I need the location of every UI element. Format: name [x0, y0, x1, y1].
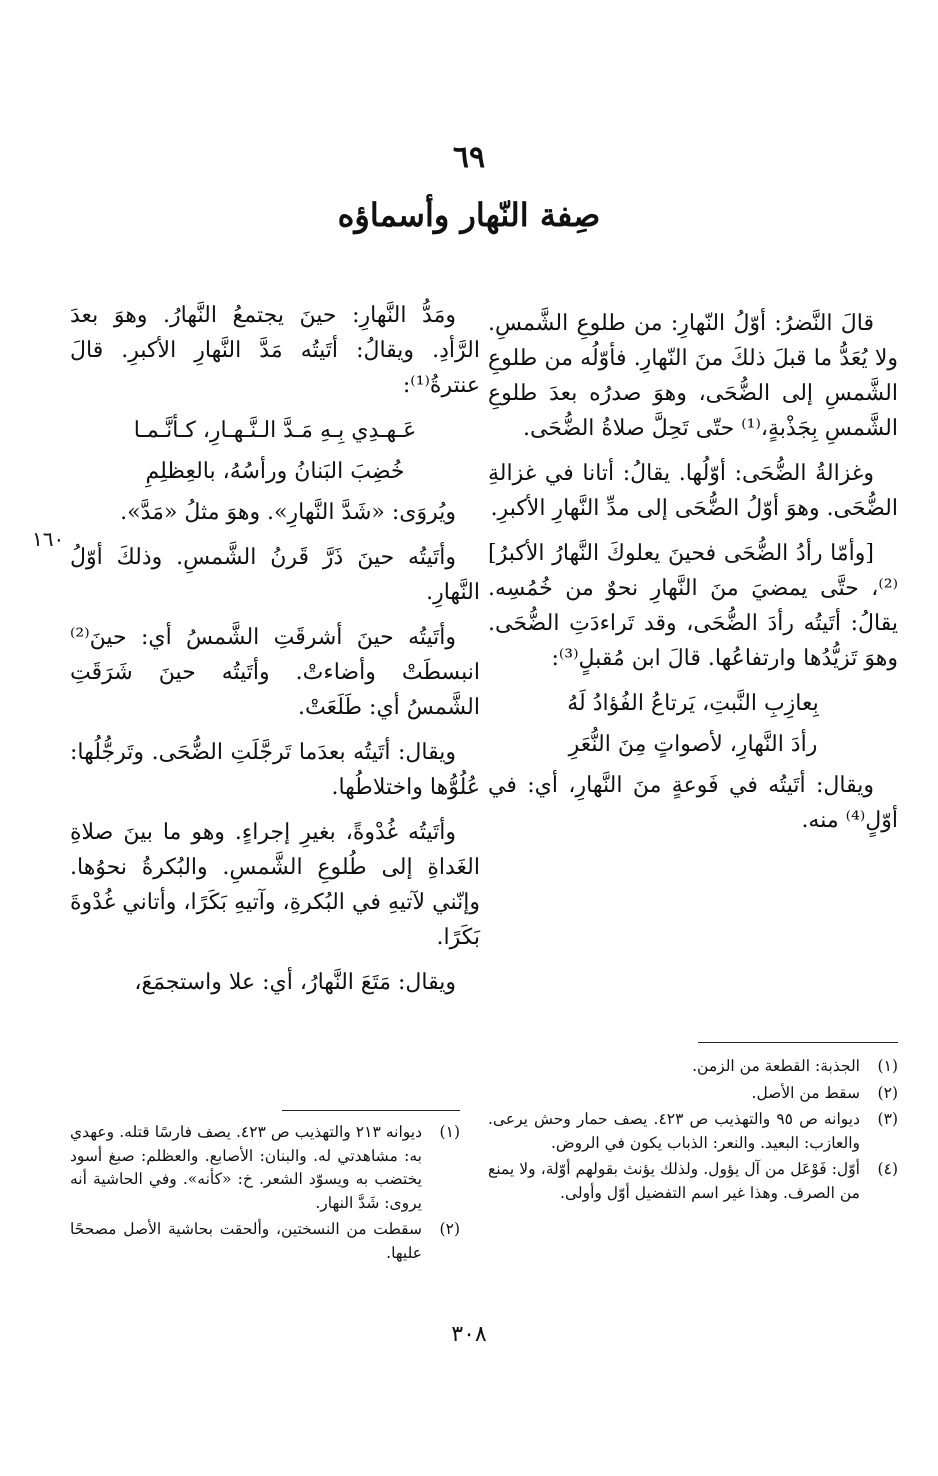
footnote-number: (١): [439, 1123, 460, 1141]
paragraph: ومَدُّ النَّهارِ: حينَ يجتمعُ النَّهارُ. وهوَ بعدَ الرَّأدِ. ويقالُ: أتَيتُه مَدَّ النَّهارِ الأكبرِ. قالَ عنترةُ⁽¹⁾:: [70, 303, 480, 398]
paragraph: ويقال: مَتَعَ النَّهارُ، أي: علا واستجمَعَ،: [134, 970, 456, 995]
footnote-text: ديوانه ص ٩٥ والتهذيب ص ٤٢٣. يصف حمار وحش يرعى. والعازب: البعيد. والنعر: الذباب يكون في الروض.: [488, 1110, 861, 1152]
paragraph: وأتَيتُه غُدْوةً، بغيرِ إجراءٍ. وهو ما بينَ صلاةِ الغَداةِ إلى طُلوعِ الشَّمسِ. والبُكرةُ نحوُها. وإنّني لآتيهِ في البُكرةِ، وآتيهِ بَكَرًا، وأتاني غُدْوةَ بَكَرًا.: [70, 820, 480, 950]
paragraph: وأتَيتُه حينَ أشرقَتِ الشَّمسُ أي: حينَ⁽²⁾ انبسطَتْ وأضاءتْ. وأتَيتُه حينَ شَرَقَتِ الشَّمسُ أي: طَلَعَتْ.: [70, 625, 480, 720]
footnote-text: ديوانه ٢١٣ والتهذيب ص ٤٢٣. يصف فارسًا قتله. وعهدي به: مشاهدتي له. والبنان: الأصابع. والعظلم: صبغ أسود يختضب به ويسوّد الشعر. خ: «كأنه». وفي الحاشية أنه يروى: شَدَّ النهار.: [70, 1123, 422, 1212]
paragraph: ويُروَى: «شَدَّ النَّهارِ». وهوَ مثلُ «مَدَّ».: [120, 500, 456, 525]
chapter-title: صِفة النّهار وأسماؤه: [337, 196, 601, 234]
footnote-number: (٣): [877, 1110, 898, 1128]
footnote-text: سقطت من النسختين، وألحقت بحاشية الأصل مصححًا عليها.: [70, 1220, 422, 1262]
footnote-divider: [698, 1042, 898, 1043]
footnote: [70, 1121, 460, 1215]
footnote-number: (١): [877, 1057, 898, 1075]
paragraph: ويقال: أتَيتُه بعدَما تَرجَّلَتِ الضُّحَى. وتَرجُّلُها: عُلُوُّها واختلاطُها.: [70, 740, 480, 800]
footnote: [70, 1218, 460, 1265]
footnote-text: الجذبة: القطعة من الزمن.: [692, 1057, 860, 1075]
footnote-number: (٤): [877, 1160, 898, 1178]
right-footnotes: [488, 1055, 898, 1208]
verse-line: رأدَ النَّهارِ، لأصواتٍ مِنَ النُّعَرِ: [568, 732, 818, 757]
right-text-column: [488, 306, 898, 848]
footnote-number: (٢): [439, 1220, 460, 1238]
footnote-text: سقط من الأصل.: [751, 1083, 860, 1102]
paragraph: قالَ النَّضرُ: أوّلُ النّهارِ: من طلوعِ الشَّمسِ. ولا يُعَدُّ ما قبلَ ذلكَ منَ النّهارِ. فأوّلُه من طلوعِ الشَّمسِ إلى الضُّحَى، وهوَ صدرُه بعدَ طلوعِ الشَّمسِ بِجَذْبةٍ،⁽¹⁾ حتّى تَحِلَّ صلاةُ الضُّحَى.: [488, 311, 898, 441]
left-footnotes: [70, 1121, 460, 1268]
page-number: ٣٠٨: [451, 1322, 487, 1347]
footnote-number: (٢): [877, 1083, 898, 1102]
paragraph: وأتَيتُه حينَ ذَرَّ قَرنُ الشَّمسِ. وذلكَ أوّلُ النَّهارِ.: [70, 545, 480, 605]
footnote: [488, 1158, 898, 1205]
footnote: [488, 1055, 898, 1079]
paragraph: وغزالةُ الضُّحَى: أوّلُها. يقالُ: أتانا في غزالةِ الضُّحَى. وهوَ أوّلُ الضُّحَى إلى مدِّ النَّهارِ الأكبرِ.: [488, 461, 898, 521]
footnote-divider: [282, 1110, 460, 1111]
chapter-number: ٦٩: [452, 140, 486, 175]
left-text-column: [70, 298, 480, 1010]
paragraph: [وأمّا رأدُ الضُّحَى فحينَ يعلوكَ النَّهارُ الأكبرُ]⁽²⁾، حتَّى يمضيَ منَ النَّهارِ نحوٌ من خُمُسِه. يقالُ: أتَيتُه رأدَ الضُّحَى، وقد تَراءدَتِ الضُّحَى. وهوَ تَزيُّدُها وارتفاعُها. قالَ ابن مُقبلٍ⁽³⁾:: [488, 541, 898, 671]
verse-line: بِعازِبِ النَّبتِ، يَرتاعُ الفُؤادُ لَهُ: [567, 691, 819, 716]
footnote-text: أوّل: فَوْعَل من آل يؤول. ولذلك يؤنث بقولهم أوّلة، ولا يمنع من الصرف. وهذا غير اسم التفضيل أوّل وأولى.: [488, 1160, 860, 1202]
footnote: [488, 1082, 898, 1106]
margin-line-number: ١٦٠: [32, 527, 65, 551]
verse-line: خُضِبَ البَنانُ ورأسُهُ، بالعِظلِمِ: [145, 459, 405, 484]
paragraph: ويقال: أتَيتُه في فَوعةٍ منَ النَّهارِ، أي: في أوّلٍ⁽⁴⁾ منه.: [488, 773, 898, 833]
footnote: [488, 1108, 898, 1155]
verse-line: عَـهـدِي بِـهِ مَـدَّ الـنَّـهـارِ، كـأنَّـمـا: [133, 418, 417, 443]
